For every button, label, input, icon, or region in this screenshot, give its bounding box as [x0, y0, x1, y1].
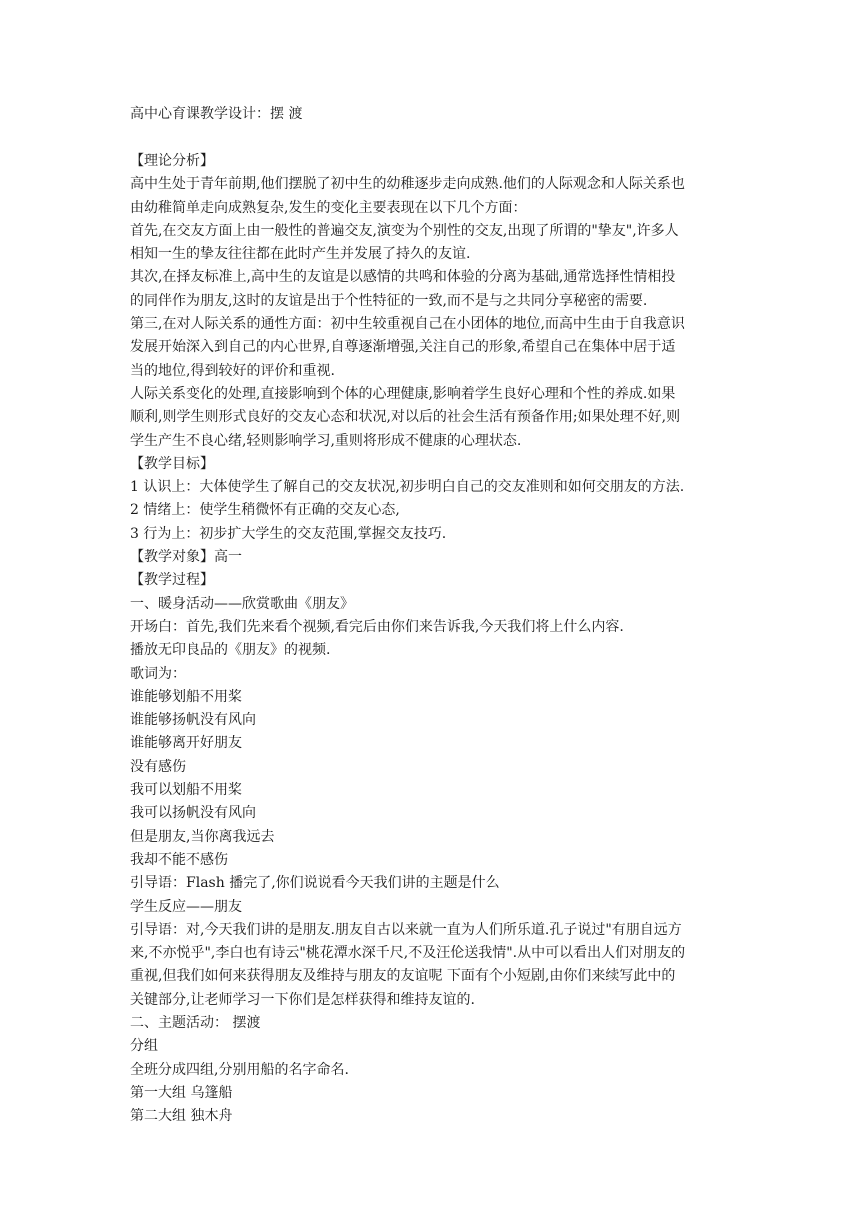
- text-line: 3 行为上：初步扩大学生的交友范围,掌握交友技巧.: [130, 525, 447, 542]
- text-line: 关键部分,让老师学习一下你们是怎样获得和维持友谊的.: [130, 991, 475, 1008]
- text-line: 首先,在交友方面上由一般性的普遍交友,演变为个别性的交友,出现了所谓的"挚友",许多人: [130, 222, 679, 239]
- text-line: 【教学对象】高一: [130, 549, 242, 566]
- text-line: 【教学目标】: [130, 455, 214, 472]
- text-line: 高中生处于青年前期,他们摆脱了初中生的幼稚逐步走向成熟.他们的人际观念和人际关系也: [130, 176, 685, 193]
- text-line: 的同伴作为朋友,这时的友谊是出于个性特征的一致,而不是与之共同分享秘密的需要.: [130, 292, 648, 309]
- document-title: 高中心育课教学设计：摆 渡: [130, 106, 303, 122]
- text-line: 全班分成四组,分别用船的名字命名.: [130, 1061, 349, 1078]
- text-line: 引导语：对,今天我们讲的是朋友.朋友自古以来就一直为人们所乐道.孔子说过"有朋自远方: [130, 921, 682, 938]
- text-line: 顺利,则学生则形式良好的交友心态和状况,对以后的社会生活有预备作用;如果处理不好,则: [130, 409, 681, 426]
- text-line: 播放无印良品的《朋友》的视频.: [130, 642, 331, 659]
- text-line: 没有感伤: [130, 758, 186, 775]
- text-line: 开场白：首先,我们先来看个视频,看完后由你们来告诉我,今天我们将上什么内容.: [130, 618, 624, 635]
- text-line: 但是朋友,当你离我远去: [130, 828, 275, 845]
- text-line: 谁能够划船不用桨: [130, 688, 242, 705]
- text-line: 我可以划船不用桨: [130, 782, 242, 799]
- text-line: 【教学过程】: [130, 572, 214, 589]
- text-line: 我却不能不感伤: [130, 851, 228, 868]
- text-line: 相知一生的挚友往往都在此时产生并发展了持久的友谊.: [130, 246, 471, 263]
- text-line: 谁能够离开好朋友: [130, 735, 242, 752]
- text-line: 二、主题活动： 摆渡: [130, 1014, 261, 1031]
- text-line: 谁能够扬帆没有风向: [130, 712, 256, 729]
- text-line: 2 情绪上：使学生稍微怀有正确的交友心态,: [130, 502, 400, 519]
- text-line: 【理论分析】: [130, 153, 214, 169]
- text-line: 学生反应——朋友: [130, 898, 242, 915]
- text-line: 分组: [130, 1038, 158, 1055]
- document-body: [130, 150, 740, 1128]
- text-line: 人际关系变化的处理,直接影响到个体的心理健康,影响着学生良好心理和个性的养成.如果: [130, 385, 676, 402]
- text-line: 来,不亦悦乎",李白也有诗云"桃花潭水深千尺,不及汪伦送我情".从中可以看出人们对朋友的: [130, 945, 686, 962]
- text-line: 第二大组 独木舟: [130, 1108, 233, 1125]
- text-line: 当的地位,得到较好的评价和重视.: [130, 362, 335, 379]
- text-line: 一、暖身活动——欣赏歌曲《朋友》: [130, 595, 354, 612]
- text-line: 重视,但我们如何来获得朋友及维持与朋友的友谊呢 下面有个小短剧,由你们来续写此中的: [130, 968, 676, 985]
- text-line: 发展开始深入到自己的内心世界,自尊逐渐增强,关注自己的形象,希望自己在集体中居于适: [130, 339, 676, 356]
- text-line: 由幼稚简单走向成熟复杂,发生的变化主要表现在以下几个方面：: [130, 199, 527, 216]
- text-line: 引导语：Flash 播完了,你们说说看今天我们讲的主题是什么: [130, 875, 500, 892]
- text-line: 歌词为：: [130, 665, 186, 682]
- text-line: 第三,在对人际关系的通性方面：初中生较重视自己在小团体的地位,而高中生由于自我意识: [130, 316, 685, 333]
- text-line: 1 认识上：大体使学生了解自己的交友状况,初步明白自己的交友准则和如何交朋友的方法.: [130, 479, 685, 496]
- text-line: 其次,在择友标准上,高中生的友谊是以感情的共鸣和体验的分离为基础,通常选择性情相投: [130, 269, 676, 286]
- text-line: 我可以扬帆没有风向: [130, 805, 256, 822]
- text-line: 学生产生不良心绪,轻则影响学习,重则将形成不健康的心理状态.: [130, 432, 522, 449]
- text-line: 第一大组 乌篷船: [130, 1084, 233, 1101]
